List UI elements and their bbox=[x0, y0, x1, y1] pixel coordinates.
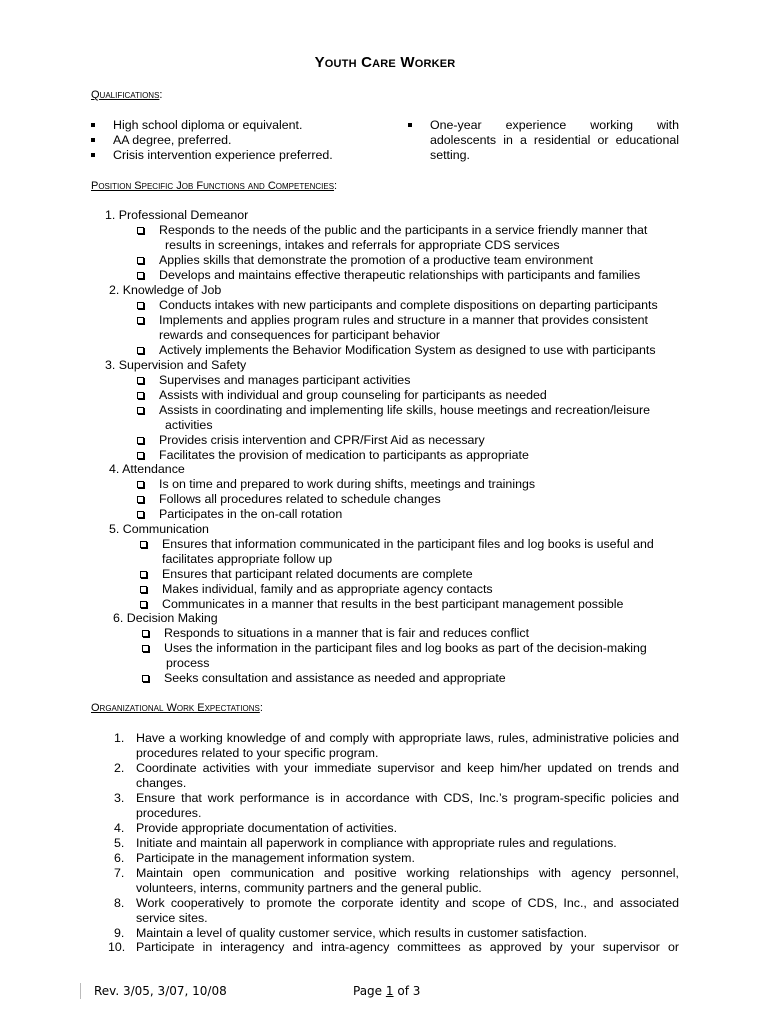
list-item: Implements and applies program rules and structure in a manner that provides consistent bbox=[159, 313, 648, 327]
section-label: 3. Supervision and Safety bbox=[105, 358, 247, 372]
list-number: 1. bbox=[114, 731, 125, 745]
list-number: 6. bbox=[114, 851, 125, 865]
checkbox-bullet-icon bbox=[137, 257, 144, 264]
list-item: Provide appropriate documentation of activities. bbox=[136, 821, 398, 835]
bullet-icon bbox=[91, 153, 95, 157]
checkbox-bullet-icon bbox=[137, 317, 144, 324]
list-item: Actively implements the Behavior Modification System as designed to use with participants bbox=[159, 343, 656, 357]
list-item: Participate in the management information system. bbox=[136, 851, 415, 865]
checkbox-bullet-icon bbox=[137, 272, 144, 279]
checkbox-bullet-icon bbox=[137, 227, 144, 234]
checkbox-bullet-icon bbox=[142, 630, 149, 637]
list-item: facilitates appropriate follow up bbox=[162, 552, 333, 566]
list-number: 5. bbox=[114, 836, 125, 850]
revision-footer: Rev. 3/05, 3/07, 10/08 bbox=[94, 984, 227, 998]
list-number: 2. bbox=[114, 761, 125, 775]
qualifications-heading: Qualifications: bbox=[91, 89, 163, 101]
checkbox-bullet-icon bbox=[140, 601, 147, 608]
qualification-item: AA degree, preferred. bbox=[113, 133, 232, 147]
list-item: Follows all procedures related to schedule changes bbox=[159, 492, 441, 506]
list-item: Communicates in a manner that results in the best participant management possible bbox=[162, 597, 624, 611]
qualification-item: setting. bbox=[430, 148, 470, 162]
checkbox-bullet-icon bbox=[137, 377, 144, 384]
list-item: Coordinate activities with your immediate supervisor and keep him/her updated on trends and bbox=[136, 761, 679, 775]
list-item: changes. bbox=[136, 776, 187, 790]
checkbox-bullet-icon bbox=[137, 407, 144, 414]
list-item: Participates in the on-call rotation bbox=[159, 507, 343, 521]
checkbox-bullet-icon bbox=[137, 392, 144, 399]
checkbox-bullet-icon bbox=[140, 586, 147, 593]
checkbox-bullet-icon bbox=[137, 347, 144, 354]
list-item: results in screenings, intakes and referrals for appropriate CDS services bbox=[165, 238, 560, 252]
section-label: 5. Communication bbox=[109, 522, 209, 536]
footer-divider bbox=[80, 983, 81, 999]
list-number: 3. bbox=[114, 791, 125, 805]
list-item: Responds to the needs of the public and the participants in a service friendly manner that bbox=[159, 223, 648, 237]
list-item: Work cooperatively to promote the corporate identity and scope of CDS, Inc., and associated bbox=[136, 896, 679, 910]
list-item: Provides crisis intervention and CPR/First Aid as necessary bbox=[159, 433, 485, 447]
page-number-footer: Page 1 of 3 bbox=[353, 984, 421, 998]
list-item: volunteers, interns, community partners and the general public. bbox=[136, 881, 482, 895]
bullet-icon bbox=[408, 123, 412, 127]
list-item: Participate in interagency and intra-agency committees as approved by your supervisor or bbox=[136, 940, 679, 954]
section-label: 2. Knowledge of Job bbox=[109, 283, 222, 297]
list-item: Is on time and prepared to work during shifts, meetings and trainings bbox=[159, 477, 536, 491]
list-item: Ensure that work performance is in accordance with CDS, Inc.’s program-specific policies and bbox=[136, 791, 679, 805]
list-item: process bbox=[166, 656, 210, 670]
bullet-icon bbox=[91, 138, 95, 142]
list-item: service sites. bbox=[136, 911, 208, 925]
list-item: Initiate and maintain all paperwork in compliance with appropriate rules and regulations. bbox=[136, 836, 617, 850]
list-item: Facilitates the provision of medication to participants as appropriate bbox=[159, 448, 529, 462]
list-number: 7. bbox=[114, 866, 125, 880]
list-item: Supervises and manages participant activities bbox=[159, 373, 411, 387]
checkbox-bullet-icon bbox=[137, 481, 144, 488]
list-item: Applies skills that demonstrate the promotion of a productive team environment bbox=[159, 253, 593, 267]
list-number: 4. bbox=[114, 821, 125, 835]
section-label: 6. Decision Making bbox=[113, 611, 218, 625]
list-item: activities bbox=[165, 418, 213, 432]
page-number: 1 bbox=[385, 984, 394, 998]
checkbox-bullet-icon bbox=[137, 437, 144, 444]
list-number: 8. bbox=[114, 896, 125, 910]
list-number: 10. bbox=[108, 940, 126, 954]
qualification-item: adolescents in a residential or educational bbox=[430, 133, 679, 147]
bullet-icon bbox=[91, 123, 95, 127]
checkbox-bullet-icon bbox=[137, 302, 144, 309]
list-item: procedures related to your specific program. bbox=[136, 746, 379, 760]
list-item: Assists with individual and group counseling for participants as needed bbox=[159, 388, 547, 402]
list-item: Seeks consultation and assistance as needed and appropriate bbox=[164, 671, 506, 685]
list-item: Assists in coordinating and implementing life skills, house meetings and recreation/leisure bbox=[159, 403, 651, 417]
checkbox-bullet-icon bbox=[137, 496, 144, 503]
job-functions-heading: Position Specific Job Functions and Competencies: bbox=[91, 180, 338, 192]
list-item: Maintain open communication and positive working relationships with agency personnel, bbox=[136, 866, 679, 880]
checkbox-bullet-icon bbox=[137, 511, 144, 518]
checkbox-bullet-icon bbox=[142, 645, 149, 652]
list-item: Have a working knowledge of and comply with appropriate laws, rules, administrative policies and bbox=[136, 731, 679, 745]
list-item: rewards and consequences for participant behavior bbox=[159, 328, 441, 342]
section-label: 4. Attendance bbox=[109, 462, 185, 476]
list-item: procedures. bbox=[136, 806, 202, 820]
checkbox-bullet-icon bbox=[140, 541, 147, 548]
list-item: Makes individual, family and as appropriate agency contacts bbox=[162, 582, 493, 596]
list-item: Develops and maintains effective therapeutic relationships with participants and families bbox=[159, 268, 641, 282]
list-item: Conducts intakes with new participants and complete dispositions on departing participants bbox=[159, 298, 658, 312]
checkbox-bullet-icon bbox=[140, 571, 147, 578]
section-label: 1. Professional Demeanor bbox=[105, 208, 249, 222]
list-item: Uses the information in the participant files and log books as part of the decision-making bbox=[164, 641, 647, 655]
qualification-item: Crisis intervention experience preferred. bbox=[113, 148, 333, 162]
list-number: 9. bbox=[114, 926, 125, 940]
checkbox-bullet-icon bbox=[142, 675, 149, 682]
list-item: Ensures that participant related documents are complete bbox=[162, 567, 473, 581]
qualification-item: High school diploma or equivalent. bbox=[113, 118, 303, 132]
list-item: Responds to situations in a manner that is fair and reduces conflict bbox=[164, 626, 530, 640]
qualification-item: One-year experience working with bbox=[430, 118, 679, 132]
list-item: Ensures that information communicated in the participant files and log books is useful and bbox=[162, 537, 654, 551]
list-item: Maintain a level of quality customer service, which results in customer satisfaction. bbox=[136, 926, 588, 940]
document-title: Youth Care Worker bbox=[314, 54, 456, 71]
checkbox-bullet-icon bbox=[137, 452, 144, 459]
work-expectations-heading: Organizational Work Expectations: bbox=[91, 702, 263, 714]
